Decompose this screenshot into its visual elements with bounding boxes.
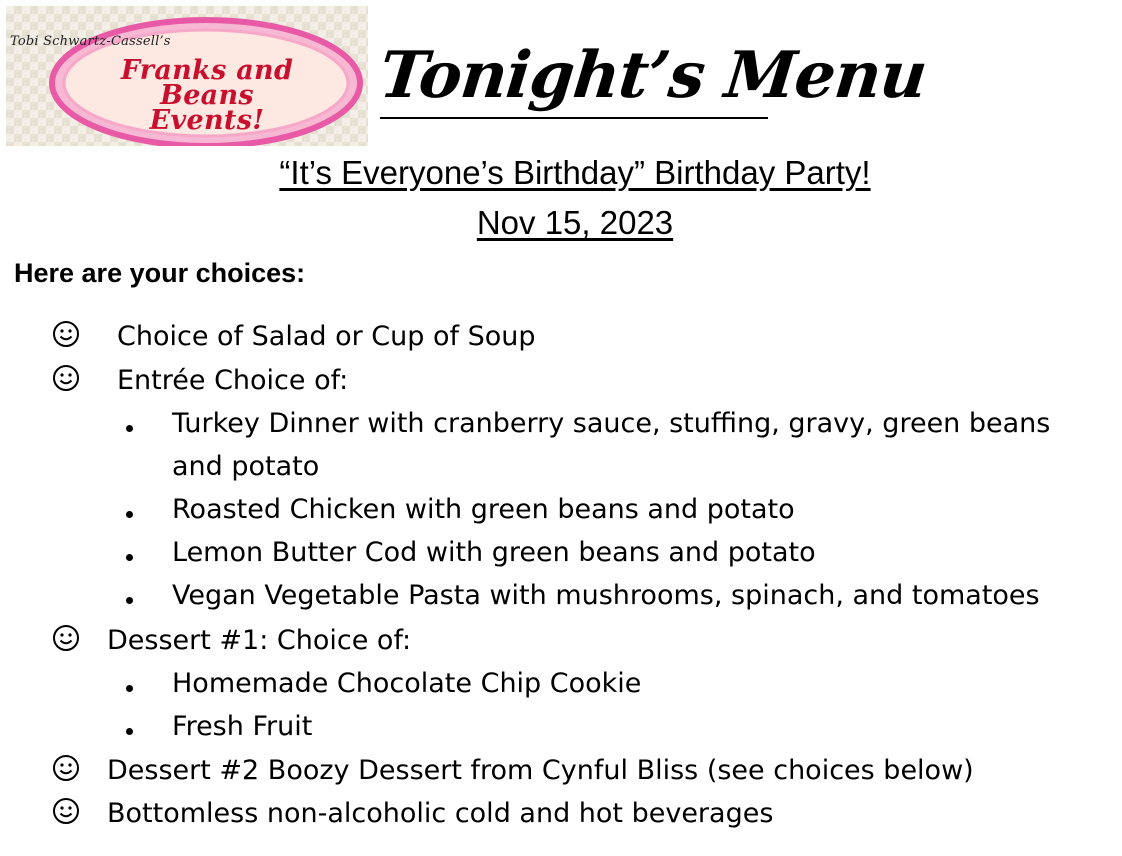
bullet-icon <box>126 728 133 735</box>
logo-brand-line2: Events! <box>149 105 265 136</box>
entree-option-turkey: Turkey Dinner with cranberry sauce, stuffing, gravy, green beans and potato <box>172 408 1051 482</box>
entree-option-chicken: Roasted Chicken with green beans and potato <box>172 494 795 525</box>
logo-owner-text: Tobi Schwartz-Cassell’s <box>10 34 171 49</box>
smiley-face-icon <box>52 754 80 782</box>
bullet-icon <box>126 425 133 432</box>
bullet-icon <box>126 597 133 604</box>
logo-brand-name <box>72 55 342 136</box>
logo-brand-line1: Franks and Beans <box>120 55 294 111</box>
event-date: Nov 15, 2023 <box>476 204 674 241</box>
entree-option-pasta: Vegan Vegetable Pasta with mushrooms, spinach, and tomatoes <box>172 580 1040 611</box>
bullet-icon <box>126 685 133 692</box>
dessert-option-fruit: Fresh Fruit <box>172 711 313 742</box>
dessert-option-cookie: Homemade Chocolate Chip Cookie <box>172 668 642 699</box>
smiley-face-icon <box>52 624 80 652</box>
menu-title-underline <box>380 117 768 119</box>
list-item-salad-soup: Choice of Salad or Cup of Soup <box>117 321 536 352</box>
menu-title: Tonight’s Menu <box>376 38 930 113</box>
smiley-face-icon <box>52 797 80 825</box>
list-item-dessert-1: Dessert #1: Choice of: <box>107 625 412 656</box>
event-title: “It’s Everyone’s Birthday” Birthday Party! <box>279 154 871 191</box>
list-item-entree: Entrée Choice of: <box>117 365 349 396</box>
bullet-icon <box>126 554 133 561</box>
list-item-beverages: Bottomless non-alcoholic cold and hot beverages <box>107 798 774 829</box>
logo <box>6 6 368 146</box>
choices-heading: Here are your choices: <box>14 258 306 288</box>
entree-option-cod: Lemon Butter Cod with green beans and potato <box>172 537 816 568</box>
bullet-icon <box>126 511 133 518</box>
smiley-face-icon <box>52 364 80 392</box>
list-item-dessert-2: Dessert #2 Boozy Dessert from Cynful Bliss (see choices below) <box>107 755 974 786</box>
smiley-face-icon <box>52 320 80 348</box>
